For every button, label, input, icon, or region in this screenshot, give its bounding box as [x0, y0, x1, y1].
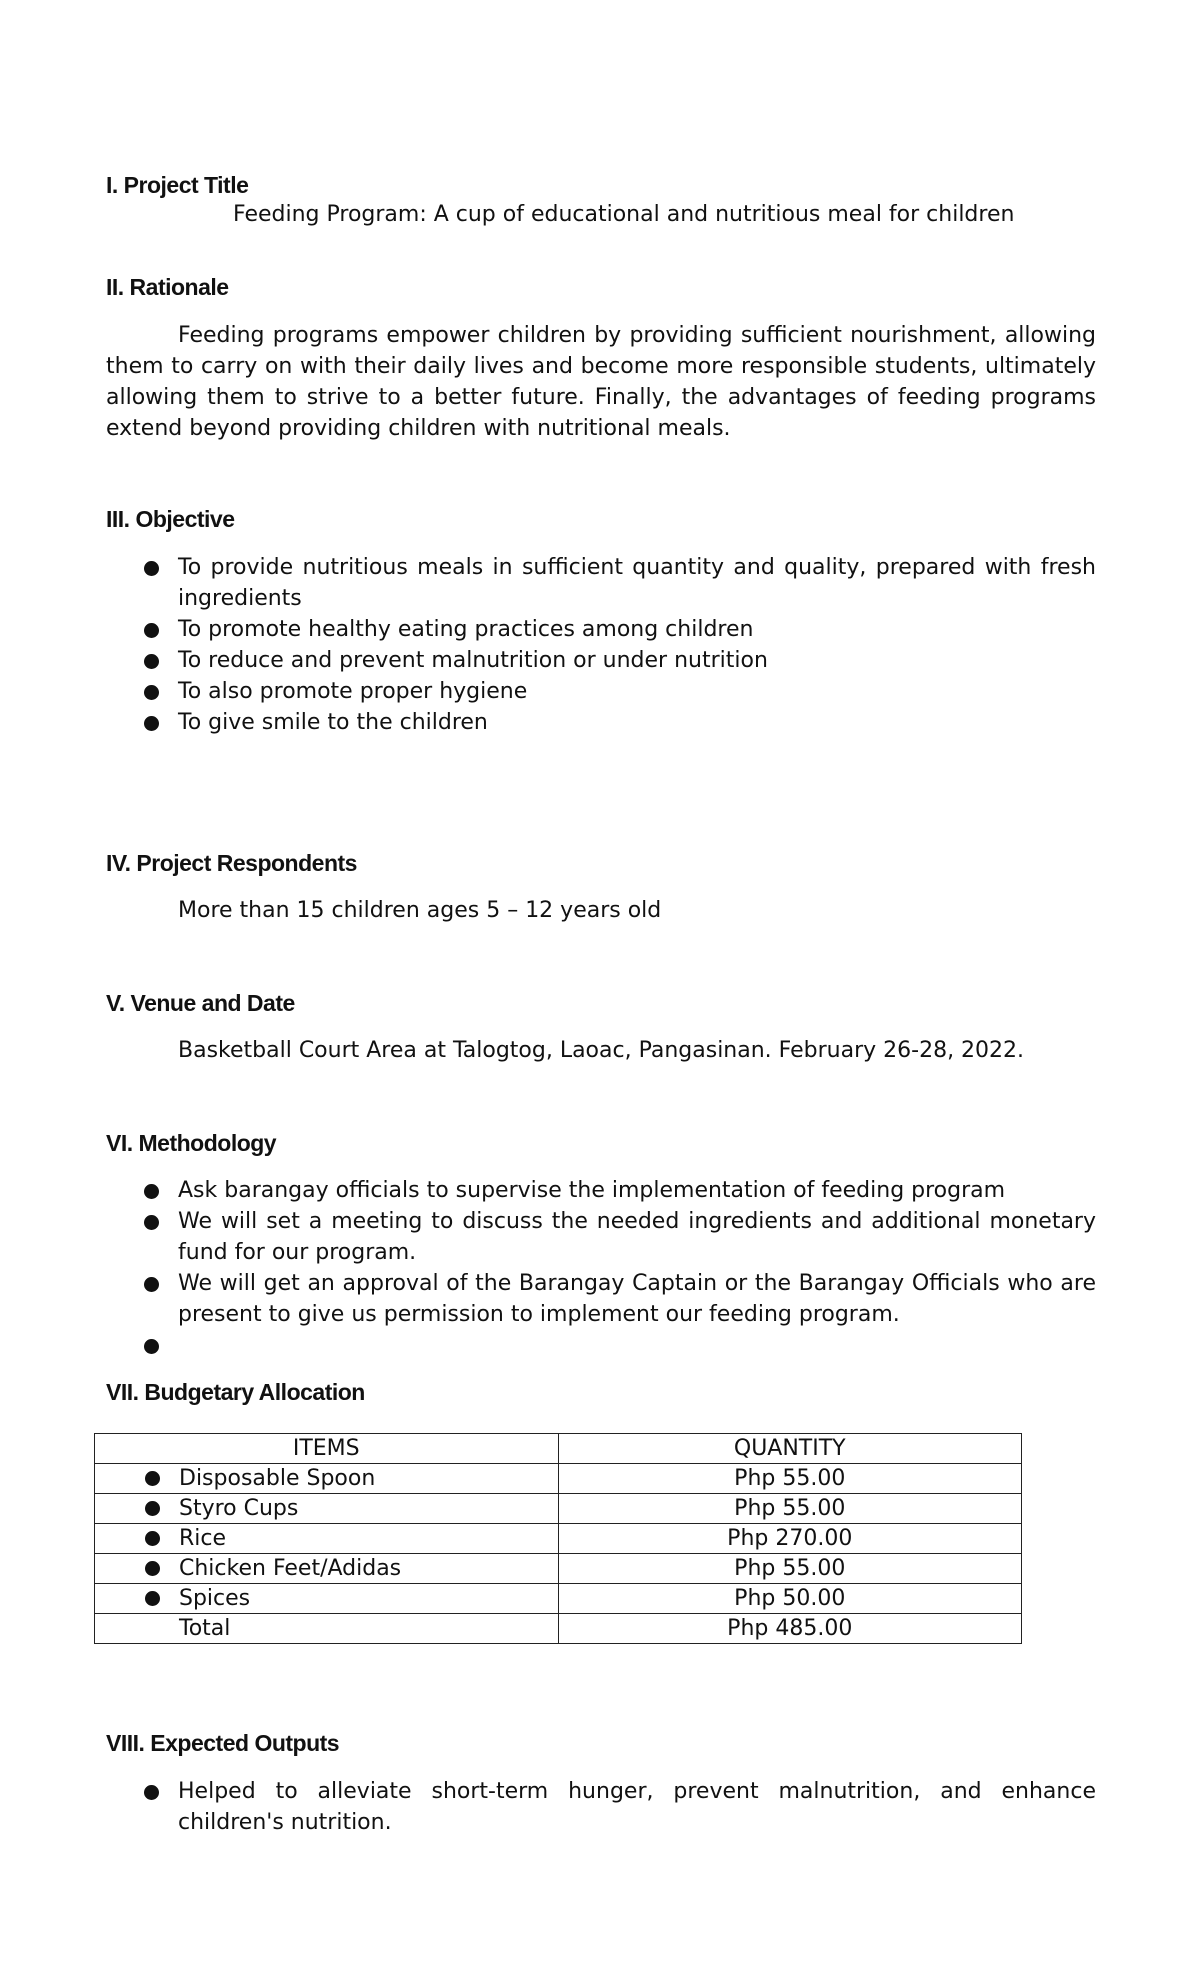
- methodology-item-text: We will get an approval of the Barangay Captain or the Barangay Officials who are present to give us permission to implement our feeding program.: [178, 1271, 1096, 1327]
- list-item: [106, 1268, 1096, 1330]
- bullet-icon: [145, 1471, 160, 1486]
- quantity-cell: Php 270.00: [558, 1524, 1022, 1554]
- bullet-icon: [144, 685, 159, 700]
- item-name: Spices: [179, 1586, 251, 1611]
- section-heading-venue: V. Venue and Date: [106, 990, 295, 1016]
- table-row: [95, 1584, 1022, 1614]
- item-name: Disposable Spoon: [179, 1466, 376, 1491]
- item-cell: [95, 1464, 559, 1494]
- list-item: [106, 614, 1096, 645]
- bullet-icon: [145, 1531, 160, 1546]
- item-name: Rice: [179, 1526, 227, 1551]
- item-cell: [95, 1524, 559, 1554]
- output-item-text: Helped to alleviate short-term hunger, prevent malnutrition, and enhance children's nutrition.: [178, 1779, 1096, 1835]
- section-heading-project-title: I. Project Title: [106, 172, 249, 198]
- bullet-icon: [145, 1501, 160, 1516]
- objective-item-text: To promote healthy eating practices among children: [178, 617, 754, 642]
- total-label-cell: Total: [95, 1614, 559, 1644]
- objective-list: [106, 552, 1096, 738]
- table-row: [95, 1494, 1022, 1524]
- section-heading-budget: VII. Budgetary Allocation: [106, 1379, 365, 1405]
- item-name: Styro Cups: [179, 1496, 299, 1521]
- table-total-row: [95, 1614, 1022, 1644]
- item-name: Chicken Feet/Adidas: [179, 1556, 402, 1581]
- section-heading-methodology: VI. Methodology: [106, 1130, 277, 1156]
- bullet-icon: [145, 1591, 160, 1606]
- bullet-icon: [144, 1785, 159, 1800]
- bullet-icon: [144, 1215, 159, 1230]
- project-title-text: Feeding Program: A cup of educational and nutritious meal for children: [233, 202, 1015, 227]
- objective-item-text: To reduce and prevent malnutrition or under nutrition: [178, 648, 768, 673]
- objective-item-text: To provide nutritious meals in sufficient quantity and quality, prepared with fresh ingredients: [178, 555, 1096, 611]
- outputs-list: [106, 1776, 1096, 1838]
- column-header-items: ITEMS: [95, 1434, 559, 1464]
- section-heading-objective: III. Objective: [106, 506, 235, 532]
- bullet-icon: [144, 561, 159, 576]
- table-row: [95, 1524, 1022, 1554]
- item-cell: [95, 1494, 559, 1524]
- rationale-text: Feeding programs empower children by providing sufficient nourishment, allowing them to carry on with their daily lives and become more responsible students, ultimately allowing them to strive to a better future. Finally, the advantages of feeding programs extend beyond providing children with nutritional meals.: [106, 323, 1096, 441]
- table-row: [95, 1464, 1022, 1494]
- list-item: [106, 1175, 1096, 1206]
- bullet-icon: [144, 1277, 159, 1292]
- list-item: [106, 676, 1096, 707]
- section-heading-rationale: II. Rationale: [106, 274, 229, 300]
- section-heading-expected-outputs: VIII. Expected Outputs: [106, 1730, 340, 1756]
- quantity-cell: Php 55.00: [558, 1554, 1022, 1584]
- item-cell: [95, 1554, 559, 1584]
- methodology-list: [106, 1175, 1096, 1361]
- list-item: [106, 1330, 1096, 1361]
- respondents-text: More than 15 children ages 5 – 12 years old: [178, 898, 662, 923]
- item-cell: [95, 1584, 559, 1614]
- objective-item-text: To also promote proper hygiene: [178, 679, 528, 704]
- list-item: [106, 707, 1096, 738]
- objective-item-text: To give smile to the children: [178, 710, 488, 735]
- budget-table: [94, 1433, 1022, 1644]
- total-value-cell: Php 485.00: [558, 1614, 1022, 1644]
- venue-text: Basketball Court Area at Talogtog, Laoac, Pangasinan. February 26-28, 2022.: [178, 1038, 1025, 1063]
- quantity-cell: Php 50.00: [558, 1584, 1022, 1614]
- bullet-icon: [144, 1339, 159, 1354]
- column-header-quantity: QUANTITY: [558, 1434, 1022, 1464]
- list-item: [106, 552, 1096, 614]
- table-row: [95, 1554, 1022, 1584]
- bullet-icon: [144, 623, 159, 638]
- bullet-icon: [144, 1184, 159, 1199]
- bullet-icon: [144, 654, 159, 669]
- quantity-cell: Php 55.00: [558, 1494, 1022, 1524]
- list-item: [106, 645, 1096, 676]
- table-header-row: [95, 1434, 1022, 1464]
- methodology-item-text: We will set a meeting to discuss the needed ingredients and additional monetary fund for our program.: [178, 1209, 1096, 1265]
- quantity-cell: Php 55.00: [558, 1464, 1022, 1494]
- bullet-icon: [145, 1561, 160, 1576]
- list-item: [106, 1206, 1096, 1268]
- list-item: [106, 1776, 1096, 1838]
- bullet-icon: [144, 716, 159, 731]
- methodology-item-text: Ask barangay officials to supervise the implementation of feeding program: [178, 1178, 1006, 1203]
- section-heading-respondents: IV. Project Respondents: [106, 850, 357, 876]
